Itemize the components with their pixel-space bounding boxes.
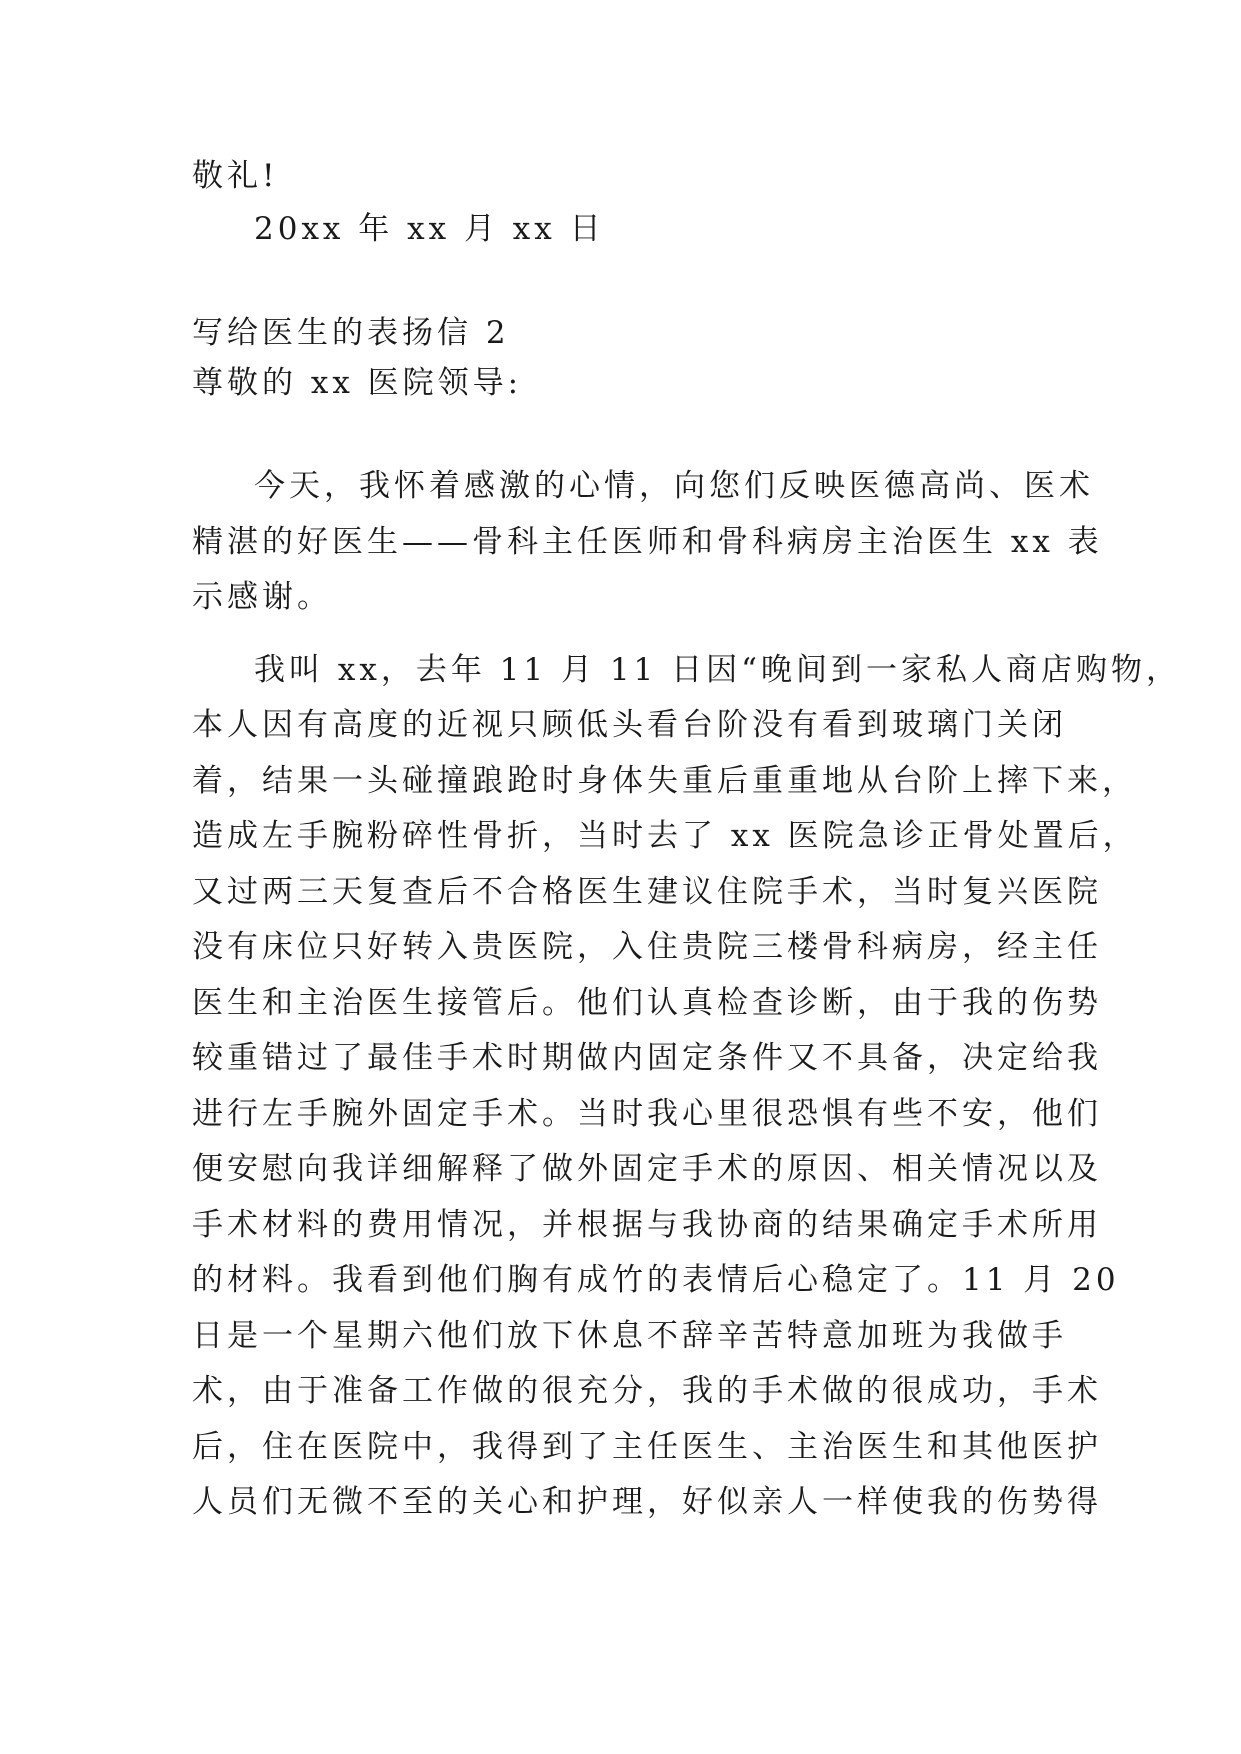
paragraph-line: 本人因有高度的近视只顾低头看台阶没有看到玻璃门关闭 [192, 707, 1067, 743]
paragraph-line: 日是一个星期六他们放下休息不辞辛苦特意加班为我做手 [192, 1317, 1067, 1354]
paragraph-line: 后，住在医院中，我得到了主任医生、主治医生和其他医护 [192, 1428, 1102, 1465]
closing-date: 20xx 年 xx 月 xx 日 [254, 211, 605, 247]
paragraph-line: 人员们无微不至的关心和护理，好似亲人一样使我的伤势得 [192, 1484, 1102, 1520]
paragraph-line: 我叫 xx，去年 11 月 11 日因“晚间到一家私人商店购物， [254, 651, 1181, 688]
paragraph-line: 没有床位只好转入贵医院，入住贵院三楼骨科病房，经主任 [192, 929, 1102, 965]
paragraph-line: 医生和主治医生接管后。他们认真检查诊断，由于我的伤势 [192, 984, 1102, 1021]
paragraph-line: 便安慰向我详细解释了做外固定手术的原因、相关情况以及 [192, 1151, 1102, 1187]
closing-salute: 敬礼! [192, 158, 279, 194]
letter-title: 写给医生的表扬信 2 [192, 315, 510, 351]
paragraph-line: 着，结果一头碰撞踉跄时身体失重后重重地从台阶上摔下来， [192, 762, 1137, 799]
paragraph-line: 手术材料的费用情况，并根据与我协商的结果确定手术所用 [192, 1206, 1102, 1243]
paragraph-line: 造成左手腕粉碎性骨折，当时去了 xx 医院急诊正骨处置后， [192, 818, 1138, 854]
paragraph-line: 又过两三天复查后不合格医生建议住院手术，当时复兴医院 [192, 873, 1102, 910]
paragraph-line: 的材料。我看到他们胸有成竹的表情后心稳定了。11 月 20 [192, 1262, 1120, 1298]
paragraph-line: 今天，我怀着感激的心情，向您们反映医德高尚、医术 [254, 468, 1094, 504]
paragraph-line: 较重错过了最佳手术时期做内固定条件又不具备，决定给我 [192, 1040, 1102, 1076]
paragraph-line: 术，由于准备工作做的很充分，我的手术做的很成功，手术 [192, 1373, 1102, 1409]
paragraph-line: 进行左手腕外固定手术。当时我心里很恐惧有些不安，他们 [192, 1095, 1102, 1132]
paragraph-line: 精湛的好医生——骨科主任医师和骨科病房主治医生 xx 表 [192, 523, 1103, 560]
letter-greeting: 尊敬的 xx 医院领导: [192, 365, 523, 401]
paragraph-line: 示感谢。 [192, 579, 332, 615]
